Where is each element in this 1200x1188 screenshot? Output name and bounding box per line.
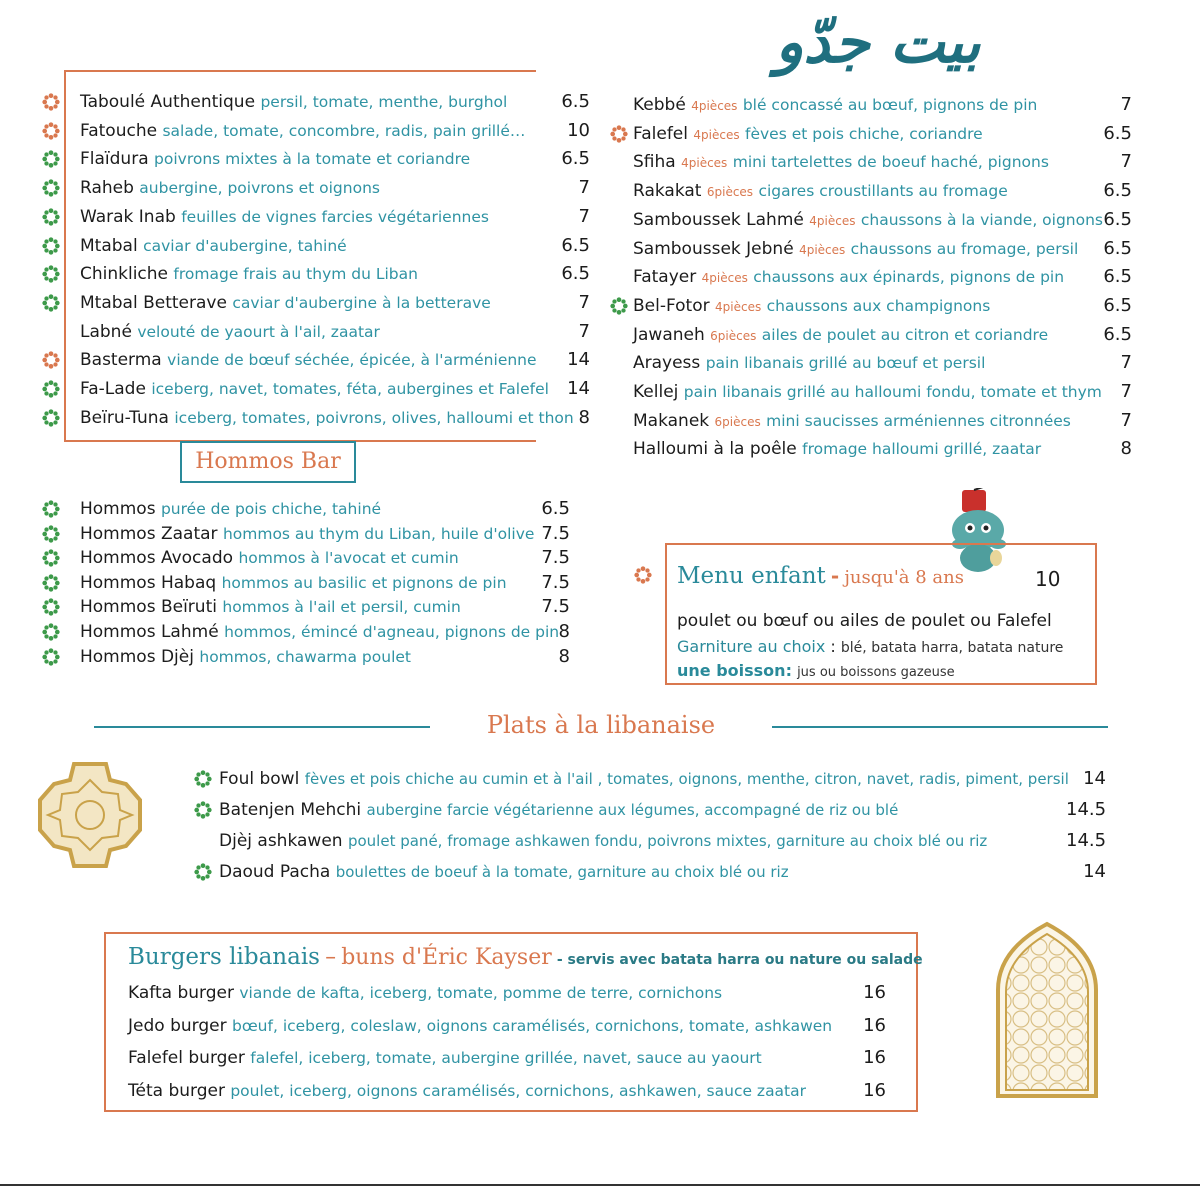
mezze-item [633,151,1049,174]
mezze-item-price: 6.5 [1103,208,1132,230]
hommos-bar-title: Hommos Bar [195,449,341,474]
starter-item-price: 7 [578,320,590,342]
plat-item [219,799,898,821]
vegetarian-icon [42,574,60,592]
plat-item [219,830,987,852]
hommos-item-description: hommos à l'avocat et cumin [238,549,459,568]
starter-item-name: Mtabal Betterave [80,292,227,313]
kids-garniture-sep: : [830,637,836,656]
starter-item-price: 7 [578,177,590,199]
vegetarian-icon [194,801,212,819]
mezze-item-description: fromage halloumi grillé, zaatar [802,440,1042,459]
mezze-item-price: 7 [1120,94,1132,115]
spicy-icon [42,93,60,111]
restaurant-logo [718,2,1038,82]
starter-item-description: caviar d'aubergine, tahiné [143,236,347,255]
vegetarian-icon [42,179,60,197]
hommos-item-price: 7.5 [541,571,570,593]
arch-window-decoration [994,920,1100,1100]
mezze-item [633,438,1041,460]
starter-item-name: Taboulé Authentique [80,92,256,112]
plat-item [219,768,1069,790]
vegetarian-icon [42,500,60,518]
mezze-item-count: 4pièces [693,127,740,142]
mezze-item-description: pain libanais grillé au bœuf et persil [705,354,986,373]
mezze-item-price: 6.5 [1103,323,1132,345]
burger-item-description: poulet, iceberg, oignons caramélisés, cornichons, ashkawen, sauce zaatar [230,1081,807,1100]
starter-item [80,206,489,228]
mezze-item [633,180,1008,203]
burger-item-name: Kafta burger [128,983,234,1003]
plat-item-name: Daoud Pacha [219,862,331,882]
starter-item-description: persil, tomate, menthe, burghol [260,93,508,111]
burger-item-name: Jedo burger [128,1015,227,1036]
mezze-item [633,238,1078,261]
spicy-icon [42,351,60,369]
mezze-item-count: 6pièces [706,185,754,200]
plat-item-description: fèves et pois chiche au cumin et à l'ail , tomates, oignons, menthe, citron, navet, radis, piment, persil [304,770,1069,788]
starter-item [80,120,525,142]
starter-item-description: iceberg, tomates, poivrons, olives, halloumi et thon [174,408,574,427]
kids-menu-main-choice: poulet ou bœuf ou ailes de poulet ou Falefel [677,611,1052,631]
mezze-item-description: pain libanais grillé au halloumi fondu, tomate et thym [683,383,1102,401]
starter-item [80,321,380,343]
mezze-item-name: Arayess [633,353,701,374]
mezze-item-name: Samboussek Jebné [633,238,794,259]
mezze-item [633,324,1048,347]
burger-item-price: 16 [863,1047,886,1069]
mezze-item-name: Bel-Fotor [633,295,710,316]
burger-item-name: Falefel burger [128,1048,245,1069]
starter-item-price: 14 [567,378,590,399]
starter-item [80,407,574,429]
kids-menu-icon [634,566,652,588]
kids-boisson-label: une boisson: [677,661,792,680]
vegetarian-icon [42,380,60,398]
mezze-item [633,352,985,374]
hommos-item-name: Hommos Avocado [80,548,234,569]
hommos-item-description: hommos, chawarma poulet [199,647,412,666]
mezze-item-description: blé concassé au bœuf, pignons de pin [742,96,1038,114]
mezze-item-price: 6.5 [1103,294,1132,316]
mezze-item-description: mini tartelettes de boeuf haché, pignons [732,153,1049,172]
mezze-item-name: Sfiha [633,152,676,173]
starter-item-price: 10 [567,119,590,141]
vegetarian-icon [42,294,60,312]
vegetarian-icon [42,409,60,427]
mezze-item-count: 4pièces [691,99,738,113]
plat-item-description: boulettes de boeuf à la tomate, garniture au choix blé ou riz [335,863,789,881]
plat-item-price: 14 [1083,861,1106,882]
starter-item-name: Mtabal [80,235,138,256]
burger-item [128,982,722,1004]
vegetarian-icon [610,297,628,315]
hommos-item-name: Hommos Lahmé [80,622,219,642]
hommos-item [80,547,459,569]
starter-item-price: 6.5 [561,263,590,285]
mezze-item-count: 6pièces [710,328,757,343]
hommos-item [80,596,461,618]
vegetarian-icon [194,770,212,788]
starter-item [80,378,549,400]
starter-item-name: Basterma [80,350,162,371]
starter-item-name: Beïru-Tuna [80,407,169,428]
hommos-item-price: 7.5 [541,522,570,544]
burger-item-description: viande de kafta, iceberg, tomate, pomme de terre, cornichons [239,984,723,1002]
hommos-item [80,646,411,668]
mezze-item-count: 4pièces [809,213,856,228]
starter-item [80,263,418,285]
kids-garniture-value: blé, batata harra, batata nature [840,640,1064,656]
burger-item [128,1047,762,1069]
vegetarian-icon [42,549,60,567]
mezze-item-name: Samboussek Lahmé [633,209,804,230]
hommos-item-price: 8 [558,621,570,642]
burgers-note: - servis avec batata harra ou nature ou salade [556,952,923,968]
mezze-item-name: Fatayer [633,267,697,288]
mezze-item-name: Kebbé [633,95,686,115]
burger-item-price: 16 [863,1079,886,1101]
spicy-icon [610,125,628,143]
kids-menu-age: jusqu'à 8 ans [844,567,964,588]
vegetarian-icon [42,265,60,283]
mezze-item [633,94,1037,117]
burger-item-description: bœuf, iceberg, coleslaw, oignons caramélisés, cornichons, tomate, ashkawen [231,1016,833,1035]
vegetarian-icon [42,598,60,616]
mezze-item-name: Makanek [633,410,710,431]
mezze-item-count: 6pièces [714,414,761,429]
plat-item-name: Djèj ashkawen [219,831,343,851]
plat-item-description: poulet pané, fromage ashkawen fondu, poivrons mixtes, garniture au choix blé ou riz [347,832,988,850]
mezze-item-name: Halloumi à la poêle [633,439,797,460]
kids-menu-dash: - [830,564,840,588]
vegetarian-icon [42,150,60,168]
hommos-item-price: 7.5 [541,547,570,569]
starter-item-description: feuilles de vignes farcies végétariennes [181,207,489,226]
kids-boisson-value: jus ou boissons gazeuse [797,665,955,680]
starter-item-name: Chinkliche [80,264,169,285]
mezze-item-description: cigares croustillants au fromage [758,182,1008,201]
mezze-item-price: 6.5 [1103,237,1132,259]
burgers-subtitle: buns d'Éric Kayser [341,945,552,970]
starter-item-description: aubergine, poivrons et oignons [139,179,380,198]
hommos-item-description: hommos au basilic et pignons de pin [221,573,507,592]
burger-item-description: falefel, iceberg, tomate, aubergine grillée, navet, sauce au yaourt [250,1049,762,1068]
mezze-item-name: Jawaneh [633,324,705,345]
hommos-item-description: hommos, émincé d'agneau, pignons de pin [224,623,560,641]
mezze-item-description: fèves et pois chiche, coriandre [745,124,983,143]
starter-item-description: velouté de yaourt à l'ail, zaatar [137,322,380,341]
starter-item-price: 7 [578,291,590,313]
mezze-item-price: 6.5 [1103,122,1132,144]
mezze-item-description: chaussons aux épinards, pignons de pin [753,268,1065,287]
plat-item-name: Batenjen Mehchi [219,800,362,820]
logo-text: بيت جدّو [775,8,981,76]
starter-item-name: Fatouche [80,120,158,141]
starter-item-description: caviar d'aubergine à la betterave [232,293,491,312]
hommos-item-price: 8 [558,645,570,667]
mezze-item [633,209,1103,232]
burger-item [128,1080,806,1102]
burger-item [128,1015,832,1037]
starter-item-description: fromage frais au thym du Liban [173,265,418,284]
page-bottom-border [0,1184,1200,1186]
starter-item-name: Fa-Lade [80,379,146,399]
starter-item-price: 6.5 [561,234,590,256]
vegetarian-icon [42,525,60,543]
starter-item-description: viande de bœuf séchée, épicée, à l'arménienne [167,351,537,370]
plat-item-price: 14.5 [1066,830,1107,851]
kids-menu-price: 10 [1035,567,1061,591]
mezze-item-description: chaussons au fromage, persil [850,239,1079,258]
vegetarian-icon [42,623,60,641]
hommos-item-price: 6.5 [541,498,570,519]
starter-item-name: Labné [80,321,132,342]
starter-item-price: 7 [578,205,590,227]
starter-item-description: iceberg, navet, tomates, féta, aubergines et Falefel [151,380,549,398]
moroccan-tile-decoration [36,760,144,870]
mezze-item-description: chaussons à la viande, oignons [860,210,1104,229]
starter-item [80,177,380,199]
starter-item-name: Flaïdura [80,149,149,170]
starter-item [80,148,470,170]
plats-title: Plats à la libanaise [486,711,716,739]
hommos-item-price: 7.5 [541,596,570,618]
hommos-item [80,572,507,594]
mezze-item-name: Falefel [633,123,688,144]
hommos-item-description: hommos au thym du Liban, huile d'olive [222,524,535,543]
vegetarian-icon [42,237,60,255]
kids-menu-title: Menu enfant [677,563,826,589]
mezze-item [633,381,1102,403]
starter-item-name: Warak Inab [80,206,176,227]
starter-item-price: 14 [567,349,590,371]
mezze-item-price: 6.5 [1103,180,1132,202]
hommos-item [80,498,381,520]
mezze-item [633,123,983,146]
plats-divider-right [772,726,1108,728]
vegetarian-icon [42,208,60,226]
starter-item [80,91,507,113]
mezze-item [633,295,990,318]
plat-item [219,861,789,883]
kids-menu-box [665,543,1097,685]
starter-item [80,349,537,371]
starter-item-price: 6.5 [561,148,590,170]
hommos-item-name: Hommos Djèj [80,646,194,667]
burgers-title: Burgers libanais [128,944,320,970]
plat-item-price: 14.5 [1066,799,1107,820]
mezze-item-price: 7 [1120,409,1132,431]
hommos-item-name: Hommos Beïruti [80,597,217,618]
mezze-item [633,266,1064,289]
mezze-item-price: 7 [1120,151,1132,173]
mezze-item-description: mini saucisses arméniennes citronnées [766,411,1071,430]
vegetarian-icon [194,863,212,881]
hommos-item-name: Hommos Habaq [80,572,217,593]
kids-garniture-label: Garniture au choix [677,637,826,656]
hommos-item [80,523,534,545]
plat-item-price: 14 [1083,768,1106,789]
plat-item-name: Foul bowl [219,769,300,789]
starter-item [80,235,347,257]
mezze-item-count: 4pièces [681,156,728,171]
mezze-item-price: 7 [1120,381,1132,402]
mezze-item [633,410,1071,433]
plats-divider-left [94,726,430,728]
mezze-item-count: 4pièces [701,271,748,286]
hommos-item-name: Hommos Zaatar [80,523,218,544]
burger-item-price: 16 [863,1014,886,1036]
hommos-item-name: Hommos [80,499,156,519]
starter-item-name: Raheb [80,178,134,199]
hommos-bar-title-box [180,441,356,483]
mezze-item-price: 8 [1120,438,1132,460]
mezze-item-name: Rakakat [633,181,702,202]
mezze-item-description: chaussons aux champignons [766,296,991,315]
burgers-title-dash: – [325,945,337,970]
starter-item [80,292,491,314]
mezze-item-description: ailes de poulet au citron et coriandre [761,325,1049,344]
mezze-item-count: 4pièces [715,299,762,314]
hommos-item-description: purée de pois chiche, tahiné [160,500,382,518]
burger-item-price: 16 [863,982,886,1003]
vegetarian-icon [42,648,60,666]
mezze-item-price: 7 [1120,352,1132,374]
mezze-item-count: 4pièces [799,242,846,257]
plat-item-description: aubergine farcie végétarienne aux légumes, accompagné de riz ou blé [366,801,899,819]
hommos-item-description: hommos à l'ail et persil, cumin [222,598,461,617]
mezze-item-name: Kellej [633,382,679,402]
starter-item-description: salade, tomate, concombre, radis, pain grillé… [162,121,526,140]
burger-item-name: Téta burger [128,1080,225,1101]
starter-item-description: poivrons mixtes à la tomate et coriandre [154,150,471,169]
starter-item-price: 8 [578,406,590,428]
starter-item-price: 6.5 [561,91,590,112]
mezze-item-price: 6.5 [1103,266,1132,288]
hommos-item [80,621,559,643]
spicy-icon [42,122,60,140]
